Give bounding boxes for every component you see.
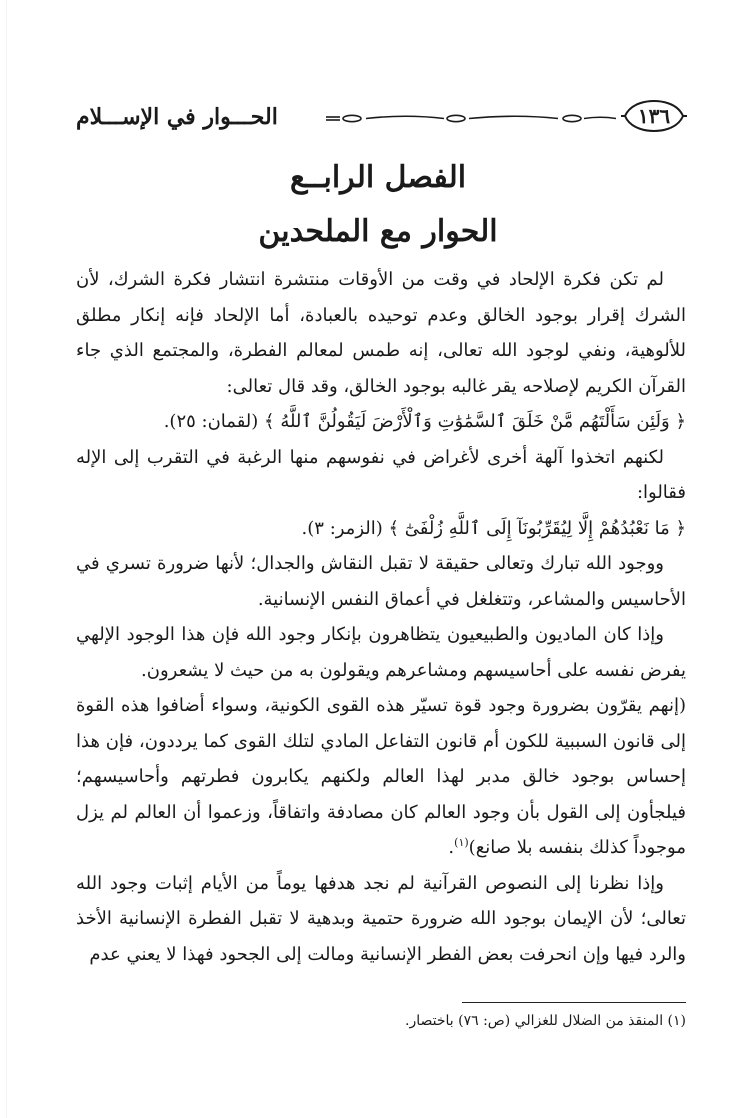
paragraph-6: وإذا نظرنا إلى النصوص القرآنية لم نجد هدفها يوماً من الأيام إثبات وجود الله تعالى؛ لأن الإيمان بوجود الله ضرورة حتمية وبدهية لا تقبل الفطرة الإنسانية الأخذ والرد فيها وإن انحرفت بعض الفطر الإنسانية ومالت إلى الجحود فهذا لا يعني عدم	[76, 872, 686, 965]
verse-2-reference: (الزمر: ٣).	[301, 517, 383, 539]
footnote-marker: (١)	[454, 836, 469, 849]
paragraph-3: ووجود الله تبارك وتعالى حقيقة لا تقبل النقاش والجدال؛ لأنها ضرورة تسري في الأحاسيس والمشاعر، وتتغلغل في أعماق النفس الإنسانية.	[76, 553, 686, 610]
quran-verse-1	[76, 404, 686, 440]
page-number: ١٣٦	[637, 104, 671, 128]
header-title: الحـــوار في الإســـلام	[76, 104, 278, 130]
verse-1-text: ﴿ وَلَئِن سَأَلْتَهُم مَّنْ خَلَقَ ٱلسَّمَٰوَٰتِ وَٱلْأَرْضَ لَيَقُولُنَّ ٱللَّهُ ﴾	[264, 411, 686, 432]
paragraph-1: لم تكن فكرة الإلحاد في وقت من الأوقات منتشرة انتشار فكرة الشرك، لأن الشرك إقرار بوجود الخالق وعدم توحيده بالعبادة، أما الإلحاد فإنه إنكار مطلق للألوهية، ونفي لوجود الله تعالى، إنه طمس لمعالم الفطرة، والمجتمع الذي جاء القرآن الكريم لإصلاحه يقر غالبه بوجود الخالق، وقد قال تعالى:	[76, 269, 686, 397]
paragraph-5-end: .	[448, 837, 455, 858]
quran-verse-2	[76, 511, 686, 547]
chapter-subtitle: الحوار مع الملحدين	[258, 214, 498, 249]
paragraph-4: وإذا كان الماديون والطبيعيون يتظاهرون بإنكار وجود الله فإن هذا الوجود الإلهي يفرض نفسه على أحاسيسهم ومشاعرهم ويقولون به من حيث لا يشعرون.	[76, 624, 686, 681]
header-ornament-line	[326, 106, 616, 130]
paragraph-5	[76, 688, 686, 866]
page-number-badge	[621, 98, 687, 134]
paragraph-2: لكنهم اتخذوا آلهة أخرى لأغراض في نفوسهم منها الرغبة في التقرب إلى الإله فقالوا:	[76, 446, 686, 503]
paragraph-5-text: (إنهم يقرّون بضرورة وجود قوة تسيّر هذه القوى الكونية، وسواء أضافوا هذه القوة إلى قانون السببية للكون أم قانون التفاعل المادي لتلك القوى كما يرددون، فإن هذا إحساس بوجود خالق مدبر لهذا العالم ولكنهم يكابرون فطرتهم وأحاسيسهم؛ فيلجأون إلى القول بأن وجود العالم كان مصادفة واتفاقاً، وزعموا أن العالم لم يزل موجوداً كذلك بنفسه بلا صانع)	[76, 695, 686, 858]
verse-1-reference: (لقمان: ٢٥).	[163, 411, 259, 432]
running-header	[76, 98, 686, 142]
body-text	[76, 262, 686, 972]
verse-2-text: ﴿ مَا نَعْبُدُهُمْ إِلَّا لِيُقَرِّبُونَآ إِلَى ٱللَّهِ زُلْفَىٰٓ ﴾	[388, 517, 686, 539]
footnote-divider	[462, 1002, 686, 1003]
footnote: (١) المنقذ من الضلال للغزالي (ص: ٧٦) باختصار.	[405, 1013, 686, 1029]
chapter-title: الفصل الرابــع	[289, 160, 467, 195]
